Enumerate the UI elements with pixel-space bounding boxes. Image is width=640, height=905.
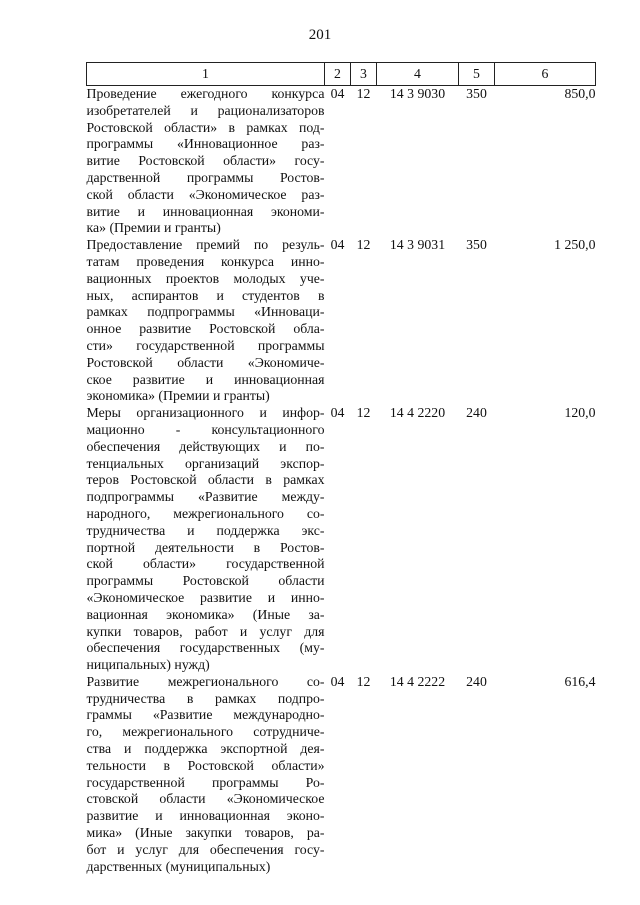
description-line: ской области» государственной	[86, 556, 325, 572]
row-description	[87, 237, 325, 405]
amount: 850,0	[564, 86, 596, 101]
description-line: мационно - консультационного	[86, 421, 325, 437]
description-line: дарственных (муниципальных)	[86, 858, 271, 874]
target-article-code: 14 4 2220	[389, 405, 446, 421]
description-line: вационная экономика» (Иные за-	[86, 606, 325, 622]
description-line: ниципальных) нужд)	[86, 657, 210, 673]
subsection-code: 12	[356, 673, 371, 689]
description-line: Проведение ежегодного конкурса	[86, 86, 325, 101]
description-line: сти» государственной программы	[86, 337, 325, 353]
table-row	[87, 674, 596, 876]
description-line: теров Ростовской области в рамках	[86, 472, 325, 488]
description-line: «Экономическое развитие и инно-	[86, 589, 325, 605]
amount: 120,0	[564, 405, 596, 421]
description-line: мика» (Иные закупки товаров, ра-	[86, 825, 325, 841]
expense-type-code: 350	[466, 237, 487, 253]
description-line: ка» (Премии и гранты)	[86, 220, 221, 236]
description-line: Ростовской области «Экономиче-	[86, 354, 325, 370]
table-row	[87, 86, 596, 238]
budget-table	[86, 62, 596, 875]
header-col-5: 5	[459, 63, 495, 86]
description-line: витие Ростовской области» госу-	[86, 153, 325, 169]
amount: 1 250,0	[554, 237, 596, 253]
description-line: татам проведения конкурса инно-	[86, 253, 325, 269]
description-line: государственной программы Ро-	[86, 774, 325, 790]
expense-type-code: 350	[466, 86, 487, 101]
description-line: Развитие межрегионального со-	[86, 673, 325, 689]
description-line: подпрограммы «Развитие между-	[86, 489, 325, 505]
description-line: витие и инновационная экономи-	[86, 203, 325, 219]
description-line: трудничества в рамках подпро-	[86, 690, 325, 706]
expense-type-code: 240	[466, 405, 487, 421]
description-line: тельности в Ростовской области»	[86, 757, 325, 773]
row-description	[87, 405, 325, 674]
subsection-code: 12	[356, 405, 371, 421]
description-line: граммы «Развитие международно-	[86, 707, 325, 723]
description-line: ства и поддержка экспортной дея-	[86, 741, 325, 757]
subsection-code: 12	[356, 86, 371, 101]
header-col-2: 2	[325, 63, 351, 86]
section-code: 04	[330, 673, 345, 689]
section-code: 04	[330, 237, 345, 253]
description-line: программы Ростовской области	[86, 573, 325, 589]
description-line: ской области «Экономическое раз-	[86, 186, 325, 202]
description-line: ных, аспирантов и студентов в	[86, 287, 325, 303]
table-row	[87, 405, 596, 674]
page-number: 201	[308, 27, 332, 43]
subsection-code: 12	[356, 237, 371, 253]
header-col-1: 1	[87, 63, 325, 86]
description-line: купки товаров, работ и услуг для	[86, 623, 325, 639]
target-article-code: 14 3 9031	[389, 237, 446, 253]
description-line: Ростовской области» в рамках под-	[86, 119, 325, 135]
header-col-3: 3	[351, 63, 377, 86]
table-row	[87, 237, 596, 405]
description-line: вационных проектов молодых уче-	[86, 270, 325, 286]
row-description	[87, 674, 325, 876]
header-col-6: 6	[495, 63, 596, 86]
description-line: тенциальных организаций экспор-	[86, 455, 325, 471]
description-line: Предоставление премий по резуль-	[86, 237, 325, 253]
section-code: 04	[330, 86, 345, 101]
description-line: го, межрегионального сотрудниче-	[86, 724, 325, 740]
row-description	[87, 86, 325, 238]
description-line: обеспечения государственных (му-	[86, 640, 325, 656]
description-line: программы «Инновационное раз-	[86, 136, 325, 152]
expense-type-code: 240	[466, 673, 487, 689]
section-code: 04	[330, 405, 345, 421]
description-line: трудничества и поддержка экс-	[86, 522, 325, 538]
description-line: стовской области «Экономическое	[86, 791, 325, 807]
target-article-code: 14 3 9030	[389, 86, 446, 101]
table-header-row	[87, 63, 596, 86]
description-line: изобретателей и рационализаторов	[86, 102, 325, 118]
amount: 616,4	[564, 673, 596, 689]
description-line: бот и услуг для обеспечения госу-	[86, 841, 325, 857]
description-line: Меры организационного и инфор-	[86, 405, 325, 421]
description-line: рамках подпрограммы «Инноваци-	[86, 304, 325, 320]
target-article-code: 14 4 2222	[389, 673, 446, 689]
description-line: развитие и инновационная эконо-	[86, 808, 325, 824]
description-line: экономика» (Премии и гранты)	[86, 388, 270, 404]
description-line: портной деятельности в Ростов-	[86, 539, 325, 555]
description-line: обеспечения действующих и по-	[86, 438, 325, 454]
header-col-4: 4	[377, 63, 459, 86]
description-line: народного, межрегионального со-	[86, 505, 325, 521]
description-line: ское развитие и инновационная	[86, 371, 325, 387]
description-line: онное развитие Ростовской обла-	[86, 321, 325, 337]
description-line: дарственной программы Ростов-	[86, 169, 325, 185]
